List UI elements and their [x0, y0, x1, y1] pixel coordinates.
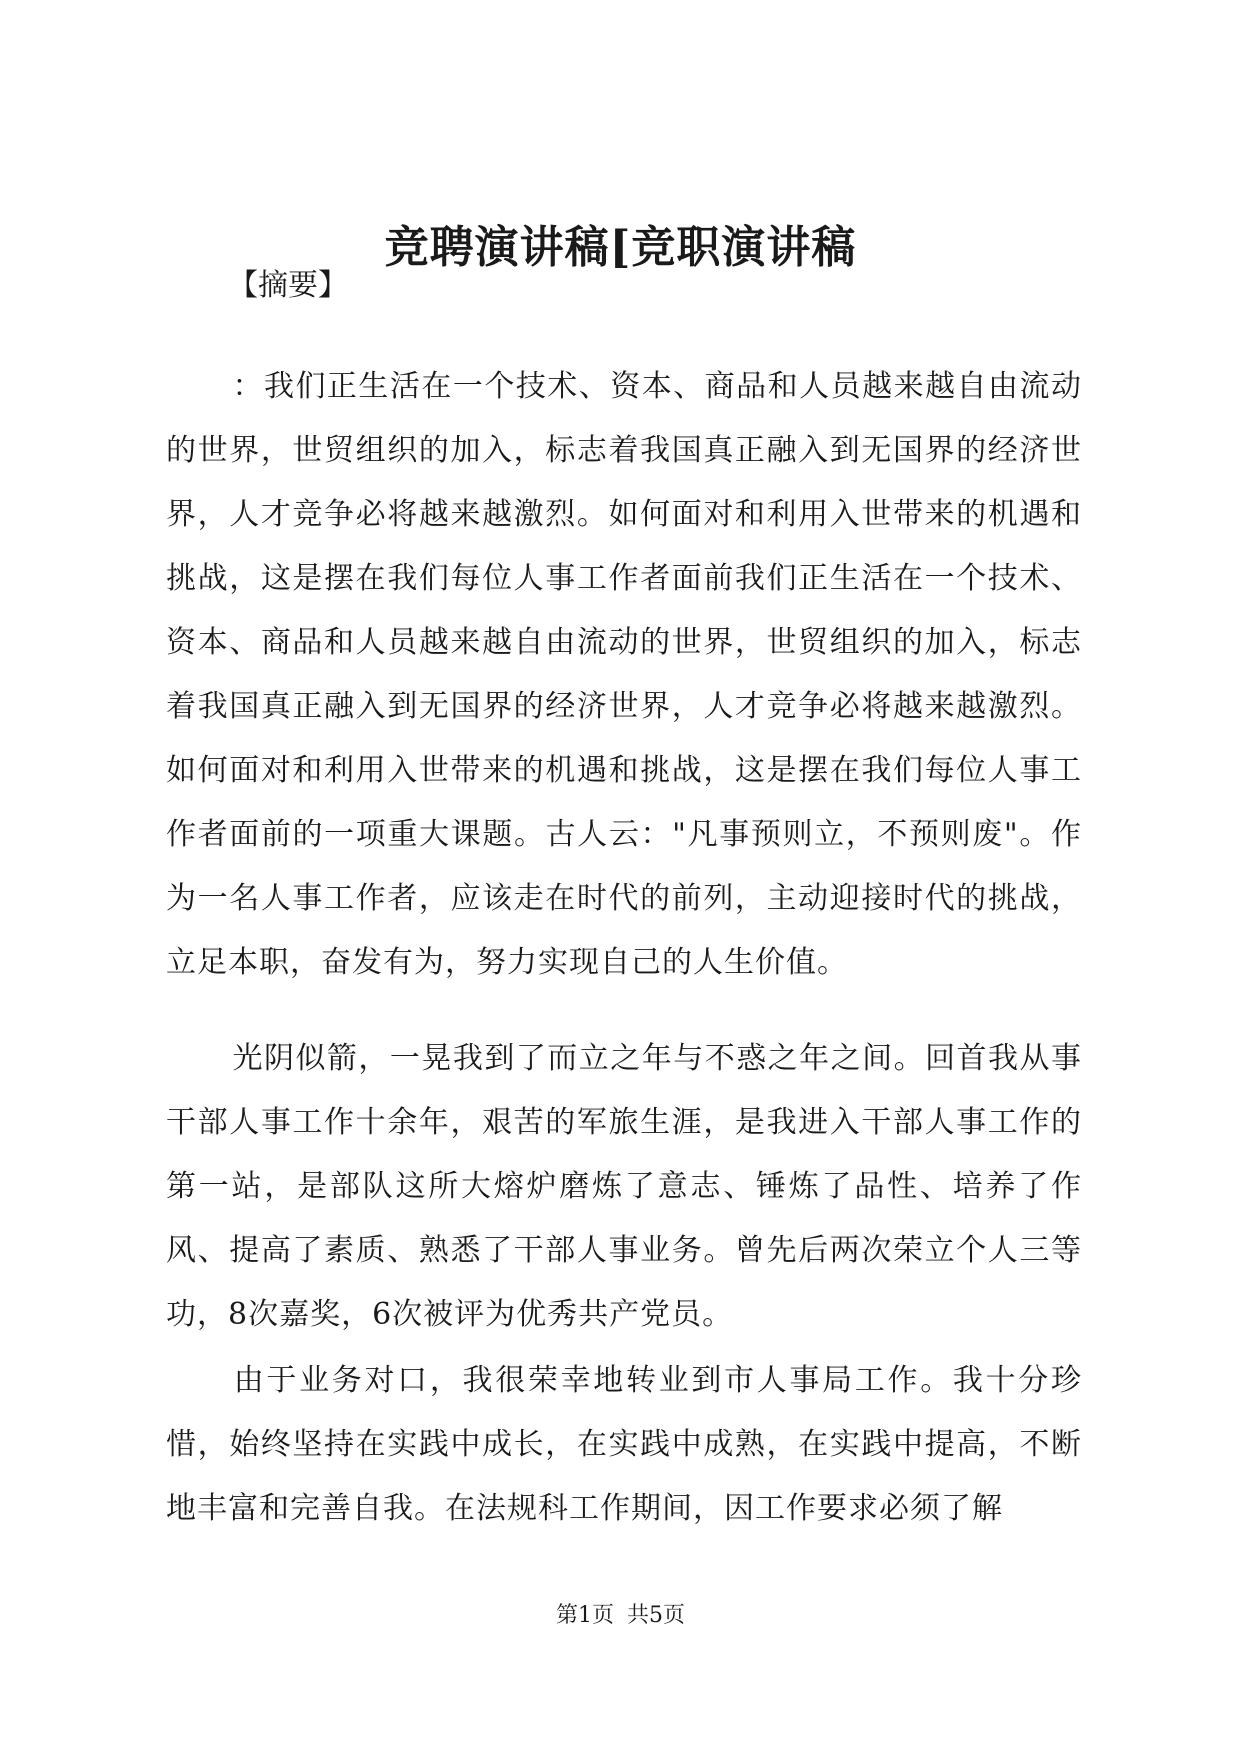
abstract-label: 【摘要】	[228, 268, 348, 303]
page-footer	[0, 1600, 1241, 1632]
document-title: 竞聘演讲稿[竞职演讲稿	[384, 222, 857, 273]
page-number: 第1页	[556, 1603, 614, 1628]
body-paragraph-2	[166, 1027, 1082, 1347]
paragraph-text: ：我们正生活在一个技术、资本、商品和人员越来越自由流动的世界，世贸组织的加入，标志着我国真正融入到无国界的经济世界，人才竞争必将越来越激烈。如何面对和利用入世带来的机遇和挑战，这是摆在我们每位人事工作者面前我们正生活在一个技术、资本、商品和人员越来越自由流动的世界，世贸组织的加入，标志着我国真正融入到无国界的经济世界，人才竞争必将越来越激烈。如何面对和利用入世带来的机遇和挑战，这是摆在我们每位人事工作者面前的一项重大课题。古人云："凡事预则立，不预则废"。作为一名人事工作者，应该走在时代的前列，主动迎接时代的挑战，立足本职，奋发有为，努力实现自己的人生价值。	[166, 369, 1082, 980]
paragraph-text: 光阴似箭，一晃我到了而立之年与不惑之年之间。回首我从事干部人事工作十余年，艰苦的军旅生涯，是我进入干部人事工作的第一站，是部队这所大熔炉磨炼了意志、锤炼了品性、培养了作风、提高了素质、熟悉了干部人事业务。曾先后两次荣立个人三等功，8次嘉奖，6次被评为优秀共产党员。	[166, 1041, 1082, 1332]
paragraph-text: 由于业务对口，我很荣幸地转业到市人事局工作。我十分珍惜，始终坚持在实践中成长，在实践中成熟，在实践中提高，不断地丰富和完善自我。在法规科工作期间，因工作要求必须了解	[166, 1363, 1082, 1526]
body-paragraph-1	[166, 355, 1082, 995]
page-total: 共5页	[627, 1603, 685, 1628]
body-paragraph-3	[166, 1349, 1082, 1541]
